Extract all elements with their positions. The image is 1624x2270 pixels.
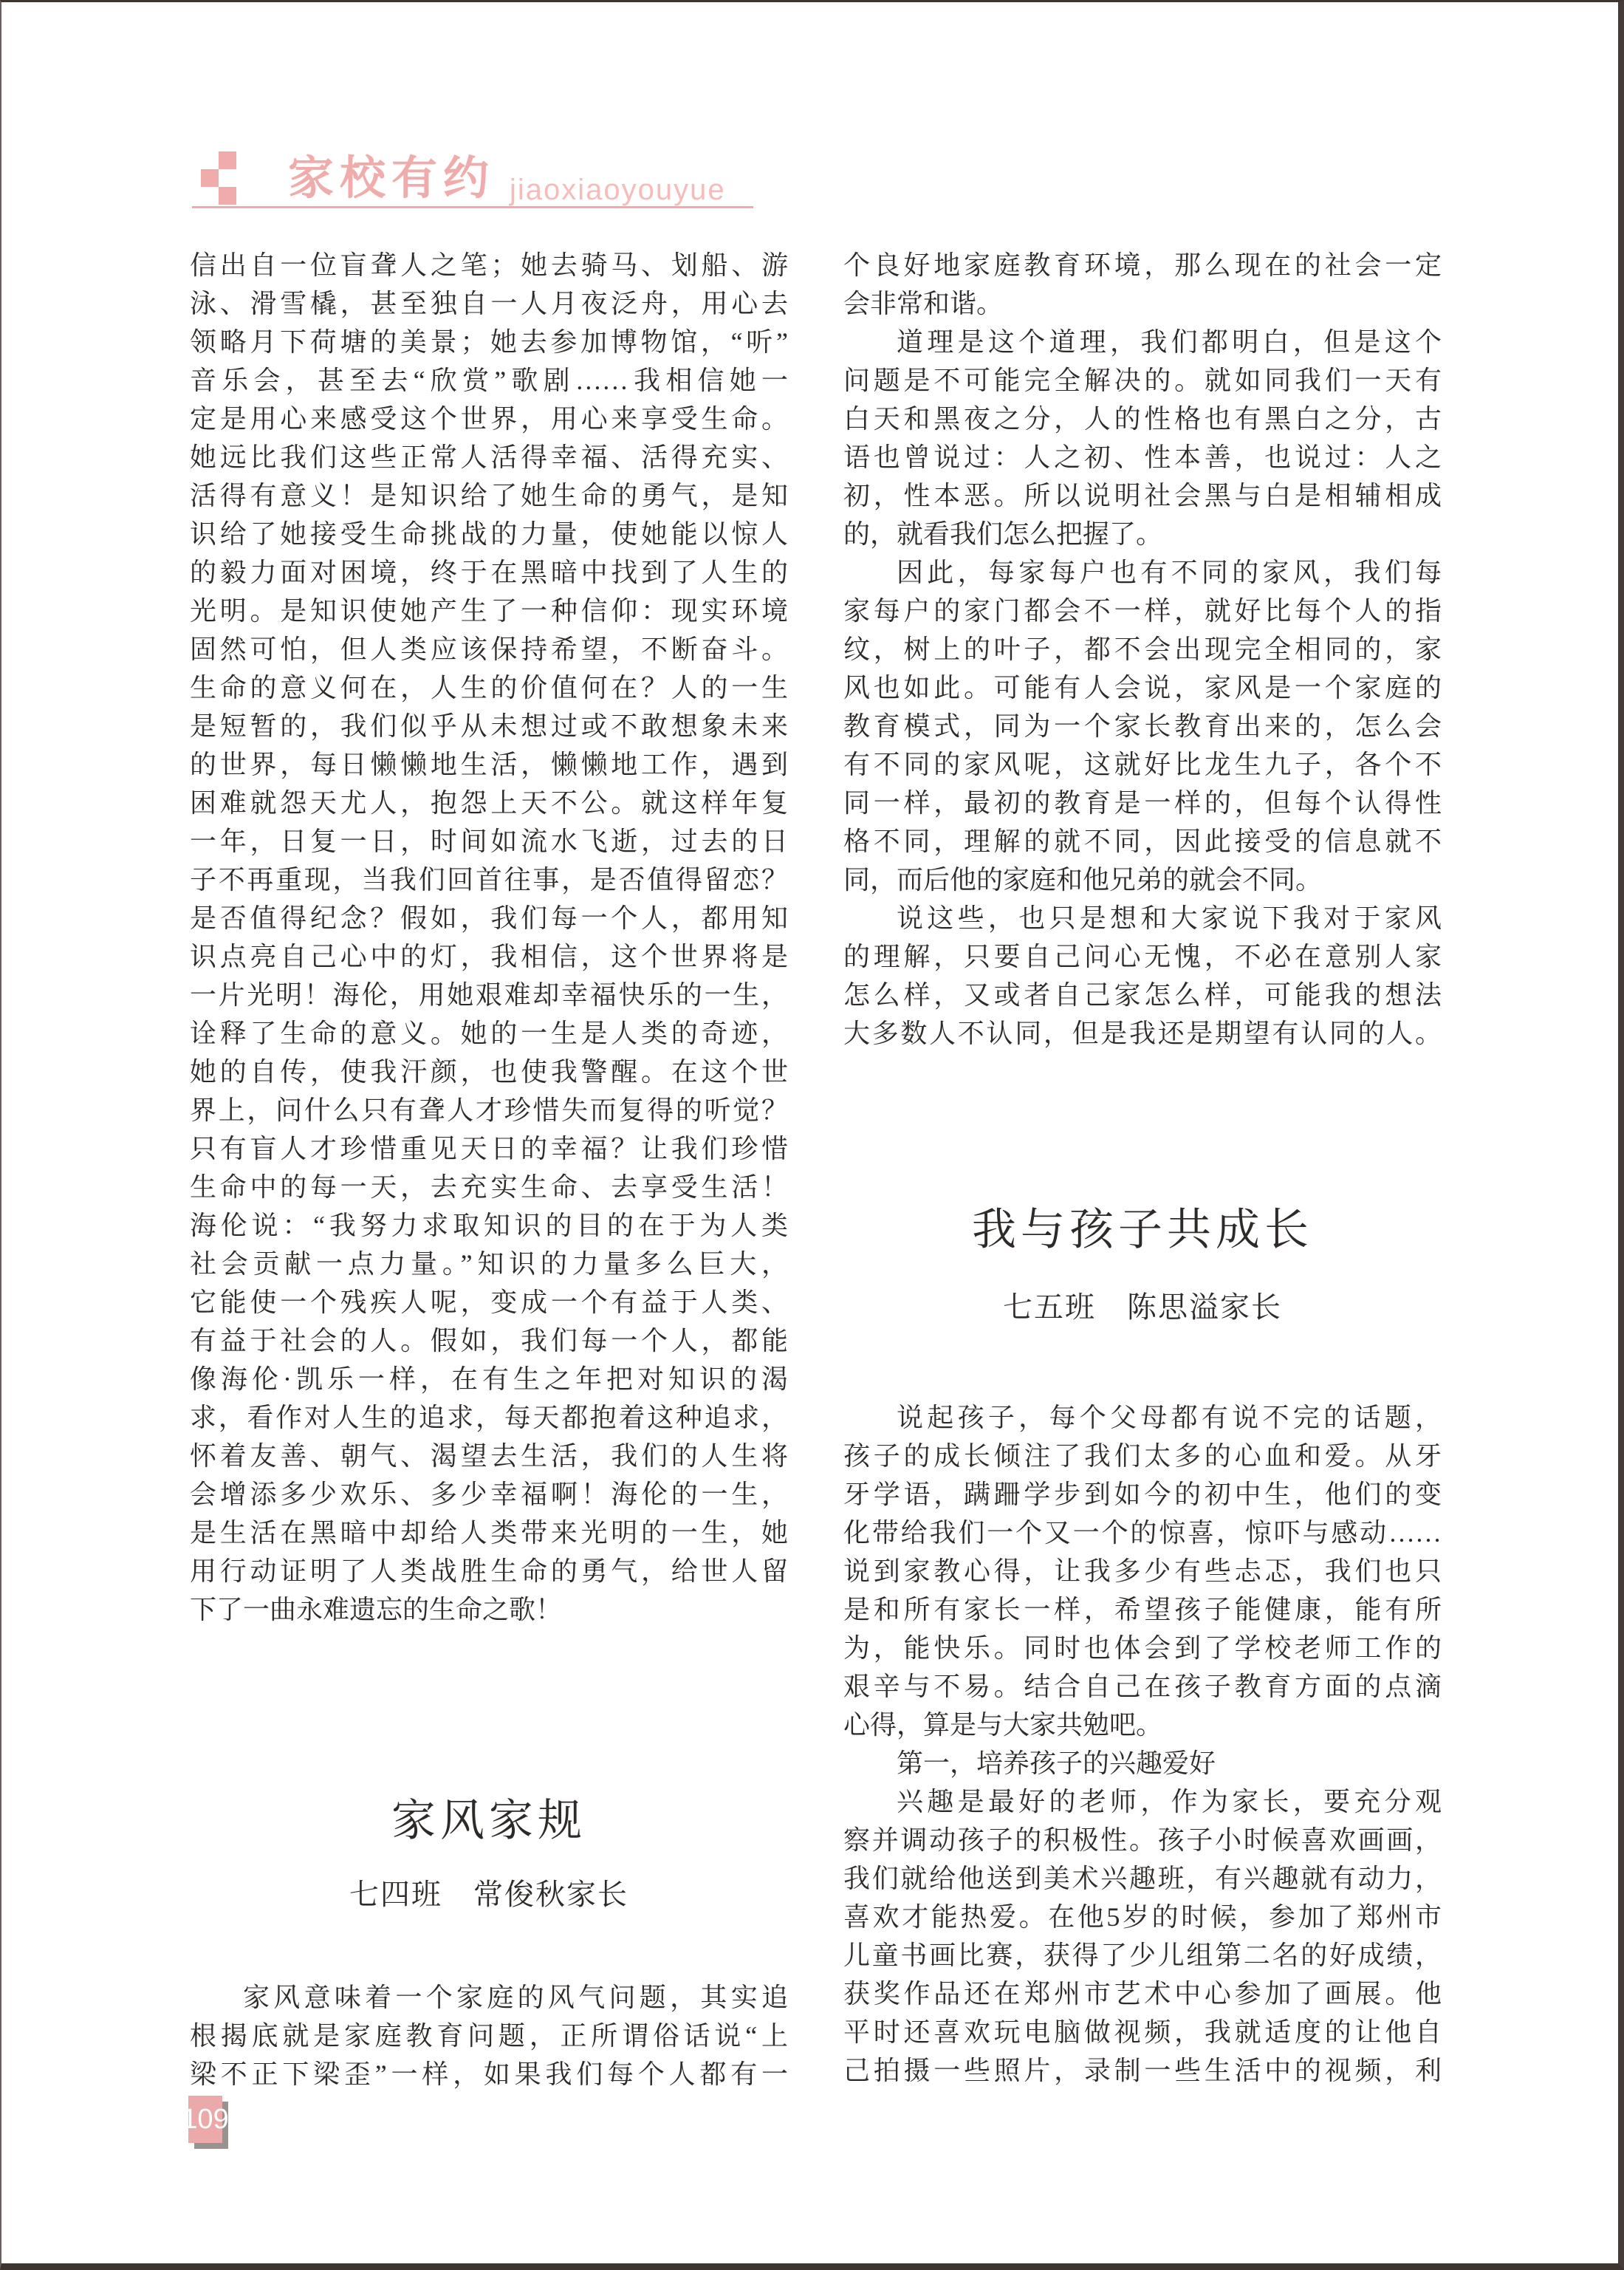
text-line: 识点亮自己心中的灯，我相信，这个世界将是 — [190, 942, 788, 971]
article-byline: 七五班 陈思溢家长 — [1003, 1290, 1282, 1324]
text-line: 的世界，每日懒懒地生活，懒懒地工作，遇到 — [190, 750, 788, 779]
text-line: 语也曾说过：人之初、性本善，也说过：人之 — [843, 442, 1442, 472]
text-line: 她的自传，使我汗颜，也使我警醒。在这个世 — [190, 1057, 788, 1087]
text-line: 它能使一个残疾人呢，变成一个有益于人类、 — [190, 1288, 788, 1317]
text-line: 说这些，也只是想和大家说下我对于家风 — [897, 903, 1442, 933]
text-line: 教育模式，同为一个家长教育出来的，怎么会 — [843, 711, 1442, 741]
text-line: 一年，日复一日，时间如流水飞逝，过去的日 — [190, 827, 788, 856]
text-line: 说起孩子，每个父母都有说不完的话题， — [897, 1403, 1442, 1432]
essay-continuation-body — [843, 246, 1442, 1053]
text-line: 个良好地家庭教育环境，那么现在的社会一定 — [843, 250, 1442, 280]
text-line: 生命中的每一天，去充实生命、去享受生活！ — [190, 1172, 788, 1202]
logo-checker-icon — [201, 169, 219, 187]
text-line: 音乐会，甚至去“欣赏”歌剧……我相信她一 — [190, 366, 788, 395]
text-line: 白天和黑夜之分，人的性格也有黑白之分，古 — [843, 404, 1442, 434]
text-line: 领略月下荷塘的美景；她去参加博物馆，“听” — [190, 327, 788, 357]
text-line: 第一，培养孩子的兴趣爱好 — [897, 1748, 1216, 1778]
text-line: 平时还喜欢玩电脑做视频，我就适度的让他自 — [843, 2017, 1442, 2047]
text-line: 喜欢才能热爱。在他5岁的时候，参加了郑州市 — [843, 1902, 1442, 1932]
text-line: 己拍摄一些照片，录制一些生活中的视频，利 — [843, 2056, 1442, 2085]
essay-continuation-body — [190, 246, 788, 1629]
text-line: 求，看作对人生的追求，每天都抱着这种追求， — [190, 1403, 788, 1432]
text-line: 牙学语，蹒跚学步到如今的初中生，他们的变 — [843, 1480, 1442, 1509]
text-line: 问题是不可能完全解决的。就如同我们一天有 — [843, 366, 1442, 395]
text-line: 初，性本恶。所以说明社会黑与白是相辅相成 — [843, 481, 1442, 510]
text-line: 社会贡献一点力量。”知识的力量多么巨大， — [190, 1249, 788, 1279]
text-line: 怀着友善、朝气、渴望去生活，我们的人生将 — [190, 1441, 788, 1471]
text-line: 道理是这个道理，我们都明白，但是这个 — [897, 327, 1442, 357]
text-line: 大多数人不认同，但是我还是期望有认同的人。 — [843, 1019, 1442, 1048]
text-line: 家风意味着一个家庭的风气问题，其实追 — [243, 1983, 788, 2012]
text-line: 纹，树上的叶子，都不会出现完全相同的，家 — [843, 635, 1442, 664]
text-line: 困难就怨天尤人，抱怨上天不公。就这样年复 — [190, 788, 788, 818]
text-line: 同，而后他的家庭和他兄弟的就会不同。 — [843, 865, 1323, 895]
text-line: 说到家教心得，让我多少有些忐忑，我们也只 — [843, 1556, 1442, 1586]
text-line: 会增添多少欢乐、多少幸福啊！海伦的一生， — [190, 1480, 788, 1509]
text-line: 界上，问什么只有聋人才珍惜失而复得的听觉？ — [190, 1095, 788, 1125]
text-line: 识给了她接受生命挑战的力量，使她能以惊人 — [190, 519, 788, 549]
text-line: 有益于社会的人。假如，我们每一个人，都能 — [190, 1326, 788, 1355]
text-line: 会非常和谐。 — [843, 289, 1004, 318]
logo-checker-icon — [219, 151, 236, 169]
text-line: 化带给我们一个又一个的惊喜，惊吓与感动…… — [843, 1518, 1442, 1548]
text-line: 根揭底就是家庭教育问题，正所谓俗话说“上 — [190, 2021, 788, 2051]
text-line: 心得，算是与大家共勉吧。 — [843, 1710, 1163, 1740]
text-line: 因此，每家每户也有不同的家风，我们每 — [897, 558, 1442, 587]
text-line: 固然可怕，但人类应该保持希望，不断奋斗。 — [190, 635, 788, 664]
article-body — [843, 1398, 1442, 2090]
text-line: 诠释了生命的意义。她的一生是人类的奇迹， — [190, 1019, 788, 1048]
text-line: 信出自一位盲聋人之笔；她去骑马、划船、游 — [190, 250, 788, 280]
text-line: 艰辛与不易。结合自己在孩子教育方面的点滴 — [843, 1672, 1442, 1701]
text-line: 泳、滑雪橇，甚至独自一人月夜泛舟，用心去 — [190, 289, 788, 318]
left-column — [190, 246, 788, 2093]
text-line: 生命的意义何在，人生的价值何在？人的一生 — [190, 673, 788, 702]
page-number-badge: 109 — [188, 2096, 222, 2143]
text-line: 光明。是知识使她产生了一种信仰：现实环境 — [190, 596, 788, 626]
text-line: 风也如此。可能有人会说，家风是一个家庭的 — [843, 673, 1442, 702]
text-line: 是否值得纪念？假如，我们每一个人，都用知 — [190, 903, 788, 933]
section-title: 家校有约 — [288, 153, 496, 204]
text-line: 的，就看我们怎么把握了。 — [843, 519, 1163, 549]
text-line: 梁不正下梁歪”一样，如果我们每个人都有一 — [190, 2059, 788, 2089]
text-line: 获奖作品还在郑州市艺术中心参加了画展。他 — [843, 1979, 1442, 2009]
logo-checker-icon — [219, 187, 236, 205]
text-line: 是和所有家长一样，希望孩子能健康，能有所 — [843, 1595, 1442, 1624]
text-line: 海伦说：“我努力求取知识的目的在于为人类 — [190, 1211, 788, 1240]
text-line: 儿童书画比赛，获得了少儿组第二名的好成绩， — [843, 1941, 1442, 1970]
header-rule — [192, 206, 753, 208]
text-line: 的毅力面对困境，终于在黑暗中找到了人生的 — [190, 558, 788, 587]
text-line: 同一样，最初的教育是一样的，但每个认得性 — [843, 788, 1442, 818]
text-line: 为，能快乐。同时也体会到了学校老师工作的 — [843, 1633, 1442, 1663]
text-line: 子不再重现，当我们回首往事，是否值得留恋？ — [190, 865, 788, 895]
text-line: 是生活在黑暗中却给人类带来光明的一生，她 — [190, 1518, 788, 1548]
right-column — [843, 246, 1442, 2090]
article-byline: 七四班 常俊秋家长 — [349, 1878, 628, 1911]
article-body — [190, 1978, 788, 2093]
text-line: 家每户的家门都会不一样，就好比每个人的指 — [843, 596, 1442, 626]
text-line: 怎么样，又或者自己家怎么样，可能我的想法 — [843, 980, 1442, 1010]
section-title-pinyin: jiaoxiaoyouyue — [510, 174, 726, 206]
text-line: 格不同，理解的就不同，因此接受的信息就不 — [843, 827, 1442, 856]
text-line: 下了一曲永难遗忘的生命之歌！ — [190, 1595, 563, 1624]
text-line: 的理解，只要自己问心无愧，不必在意别人家 — [843, 942, 1442, 971]
text-line: 察并调动孩子的积极性。孩子小时候喜欢画画， — [843, 1825, 1442, 1855]
text-line: 是短暂的，我们似乎从未想过或不敢想象未来 — [190, 711, 788, 741]
article-title: 家风家规 — [391, 1796, 586, 1845]
text-line: 一片光明！海伦，用她艰难却幸福快乐的一生， — [190, 980, 788, 1010]
text-line: 像海伦·凯乐一样，在有生之年把对知识的渴 — [190, 1364, 788, 1394]
text-line: 她远比我们这些正常人活得幸福、活得充实、 — [190, 442, 788, 472]
text-line: 定是用心来感受这个世界，用心来享受生命。 — [190, 404, 788, 434]
text-line: 兴趣是最好的老师，作为家长，要充分观 — [897, 1787, 1442, 1816]
text-line: 有不同的家风呢，这就好比龙生九子，各个不 — [843, 750, 1442, 779]
article-title: 我与孩子共成长 — [972, 1206, 1313, 1254]
text-line: 用行动证明了人类战胜生命的勇气，给世人留 — [190, 1556, 788, 1586]
text-line: 我们就给他送到美术兴趣班，有兴趣就有动力， — [843, 1864, 1442, 1893]
text-line: 只有盲人才珍惜重见天日的幸福？让我们珍惜 — [190, 1134, 788, 1163]
text-line: 孩子的成长倾注了我们太多的心血和爱。从牙 — [843, 1441, 1442, 1471]
text-line: 活得有意义！是知识给了她生命的勇气，是知 — [190, 481, 788, 510]
